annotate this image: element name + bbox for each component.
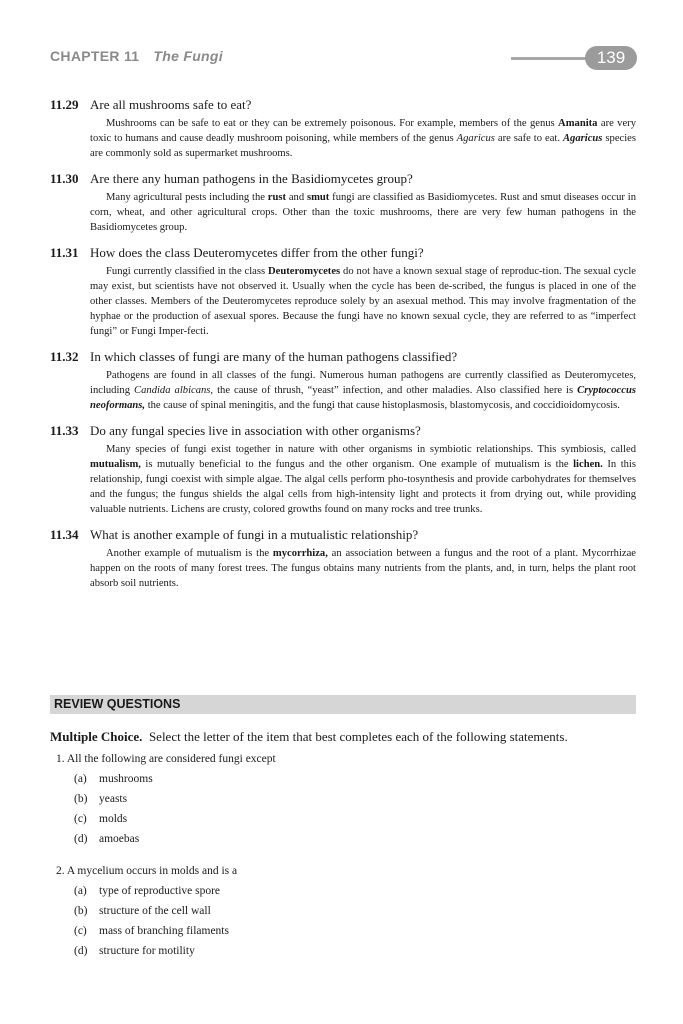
answer-text: do not have a known sexual stage of reproduc-tion. The sexual cycle may exist, but scientists have not observed it. Usually when the cycle has been de-scribed, the fungus is placed in one of the other classes. Members of the Deuteromycetes reproduce solely by an asexual method. This may involve fragmentation of the hyphae or the production of asexual spores. Because the fungi have no known sexual cycle, they are referred to as “imperfect fungi” or Fungi Imper-fecti. <box>90 266 636 337</box>
chapter-number: CHAPTER 11 <box>50 48 140 64</box>
instruction-text: Select the letter of the item that best completes each of the following statements. <box>148 729 568 744</box>
question-number: 11.34 <box>50 527 79 542</box>
option-letter: (d) <box>74 833 88 845</box>
multiple-choice-instructions <box>50 728 636 745</box>
answer-text: is mutually beneficial to the fungus and the other organism. One example of mutualism is the <box>140 459 574 470</box>
answer <box>90 368 636 413</box>
answer-text: Many agricultural pests including the <box>106 192 268 203</box>
option-text: mushrooms <box>99 773 153 785</box>
question-text: Are all mushrooms safe to eat? <box>90 97 252 112</box>
question-text: How does the class Deuteromycetes differ from the other fungi? <box>90 245 424 260</box>
header-rule <box>511 57 591 60</box>
answer-text: are safe to eat. <box>494 133 563 144</box>
emphasized-term: Agaricus <box>456 133 495 144</box>
question-stem: 2. A mycelium occurs in molds and is a <box>56 865 238 877</box>
page-number: 139 <box>585 46 637 70</box>
answer-text: the cause of spinal meningitis, and the fungi that cause histoplasmosis, blastomycosis, and coccidioidomycosis. <box>145 400 620 411</box>
emphasized-term: Candida albicans, <box>134 385 214 396</box>
qa-item <box>50 526 636 591</box>
mc-question-2 <box>56 863 636 960</box>
emphasized-term: Agaricus <box>562 133 603 144</box>
answer <box>90 442 636 517</box>
question-text: What is another example of fungi in a mutualistic relationship? <box>90 527 419 542</box>
question <box>50 526 636 543</box>
answer-text: Many species of fungi exist together in nature with other organisms in symbiotic relationships. This symbiosis, called <box>106 444 636 455</box>
answer-text: an association between a fungus and the root of a plant. Mycorrhizae happen on the roots of many forest trees. The fungus obtains many nutrients from the plants, and, in turn, helps the plant root absorb soil nutrients. <box>90 548 636 589</box>
review-questions-heading: REVIEW QUESTIONS <box>50 695 636 714</box>
option-a <box>74 883 636 900</box>
qa-item <box>50 170 636 235</box>
option-letter: (d) <box>74 945 88 957</box>
option-c <box>74 923 636 940</box>
option-d <box>74 943 636 960</box>
emphasized-term: Deuteromycetes <box>268 266 341 277</box>
option-letter: (b) <box>74 793 88 805</box>
question-number: 11.29 <box>50 97 79 112</box>
emphasized-term: Amanita <box>558 118 598 129</box>
question-text: In which classes of fungi are many of the human pathogens classified? <box>90 349 458 364</box>
mc-question-1 <box>56 751 636 848</box>
option-letter: (c) <box>74 925 87 937</box>
qa-section <box>50 96 636 600</box>
question-number: 11.32 <box>50 349 79 364</box>
question <box>50 170 636 187</box>
answer-text: Mushrooms can be safe to eat or they can be extremely poisonous. For example, members of the genus <box>106 118 559 129</box>
emphasized-term: mutualism, <box>90 459 141 470</box>
option-text: type of reproductive spore <box>99 885 221 897</box>
answer-text: fungi are classified as Basidiomycetes. Rust and smut diseases occur in corn, wheat, and other agricultural crops. Other than the toxic mushrooms, there are very few human pathogens in the Basidiomycetes group. <box>90 192 636 233</box>
chapter-heading <box>50 48 223 64</box>
question <box>50 422 636 439</box>
option-a <box>74 771 636 788</box>
option-b <box>74 903 636 920</box>
question-number: 11.30 <box>50 171 79 186</box>
emphasized-term: lichen. <box>573 459 603 470</box>
option-text: amoebas <box>99 833 140 845</box>
answer-text: species are commonly sold as supermarket mushrooms. <box>90 133 636 159</box>
option-b <box>74 791 636 808</box>
answer-text: In this relationship, fungi coexist with simple algae. The algal cells perform pho-tosynthesis and provide carbohydrates for themselves and the fungus; the fungus shields the algal cells from high-intensity light and protects it from drying out, while providing valuable nutrients. Lichens are crusty, colored growths found on many rocks and tree trunks. <box>90 459 636 515</box>
emphasized-term: rust <box>267 192 287 203</box>
answer-text: are very toxic to humans and cause deadly mushroom poisoning, while members of the genus <box>90 118 636 144</box>
question-text: Do any fungal species live in association with other organisms? <box>90 423 421 438</box>
option-d <box>74 831 636 848</box>
answer <box>90 190 636 235</box>
answer <box>90 264 636 339</box>
emphasized-term: mycorrhiza, <box>272 548 328 559</box>
answer-text: and <box>286 192 307 203</box>
answer <box>90 116 636 161</box>
qa-item <box>50 244 636 339</box>
option-text: mass of branching filaments <box>99 925 229 937</box>
qa-item <box>50 96 636 161</box>
option-letter: (a) <box>74 885 87 897</box>
qa-item <box>50 348 636 413</box>
question-stem: 1. All the following are considered fungi except <box>56 753 276 765</box>
option-text: structure of the cell wall <box>99 905 211 917</box>
answer-text: Pathogens are found in all classes of the fungi. Numerous human pathogens are currently classified as Deuteromycetes, including <box>90 370 636 396</box>
option-text: molds <box>99 813 128 825</box>
answer <box>90 546 636 591</box>
option-c <box>74 811 636 828</box>
option-letter: (a) <box>74 773 87 785</box>
question-number: 11.33 <box>50 423 79 438</box>
option-letter: (c) <box>74 813 87 825</box>
question <box>50 96 636 113</box>
option-text: yeasts <box>99 793 128 805</box>
page-header <box>0 0 683 80</box>
emphasized-term: smut <box>306 192 330 203</box>
question-number: 11.31 <box>50 245 79 260</box>
answer-text: Another example of mutualism is the <box>106 548 273 559</box>
emphasized-term: Cryptococcus neoformans, <box>90 385 636 411</box>
chapter-title: The Fungi <box>153 48 223 64</box>
instruction-label: Multiple Choice. <box>50 729 143 744</box>
answer-text: Fungi currently classified in the class <box>106 266 268 277</box>
option-letter: (b) <box>74 905 88 917</box>
question <box>50 244 636 261</box>
qa-item <box>50 422 636 517</box>
question <box>50 348 636 365</box>
answer-text: the cause of thrush, “yeast” infection, and other maladies. Also classified here is <box>213 385 578 396</box>
option-text: structure for motility <box>99 945 195 957</box>
question-text: Are there any human pathogens in the Basidiomycetes group? <box>90 171 413 186</box>
